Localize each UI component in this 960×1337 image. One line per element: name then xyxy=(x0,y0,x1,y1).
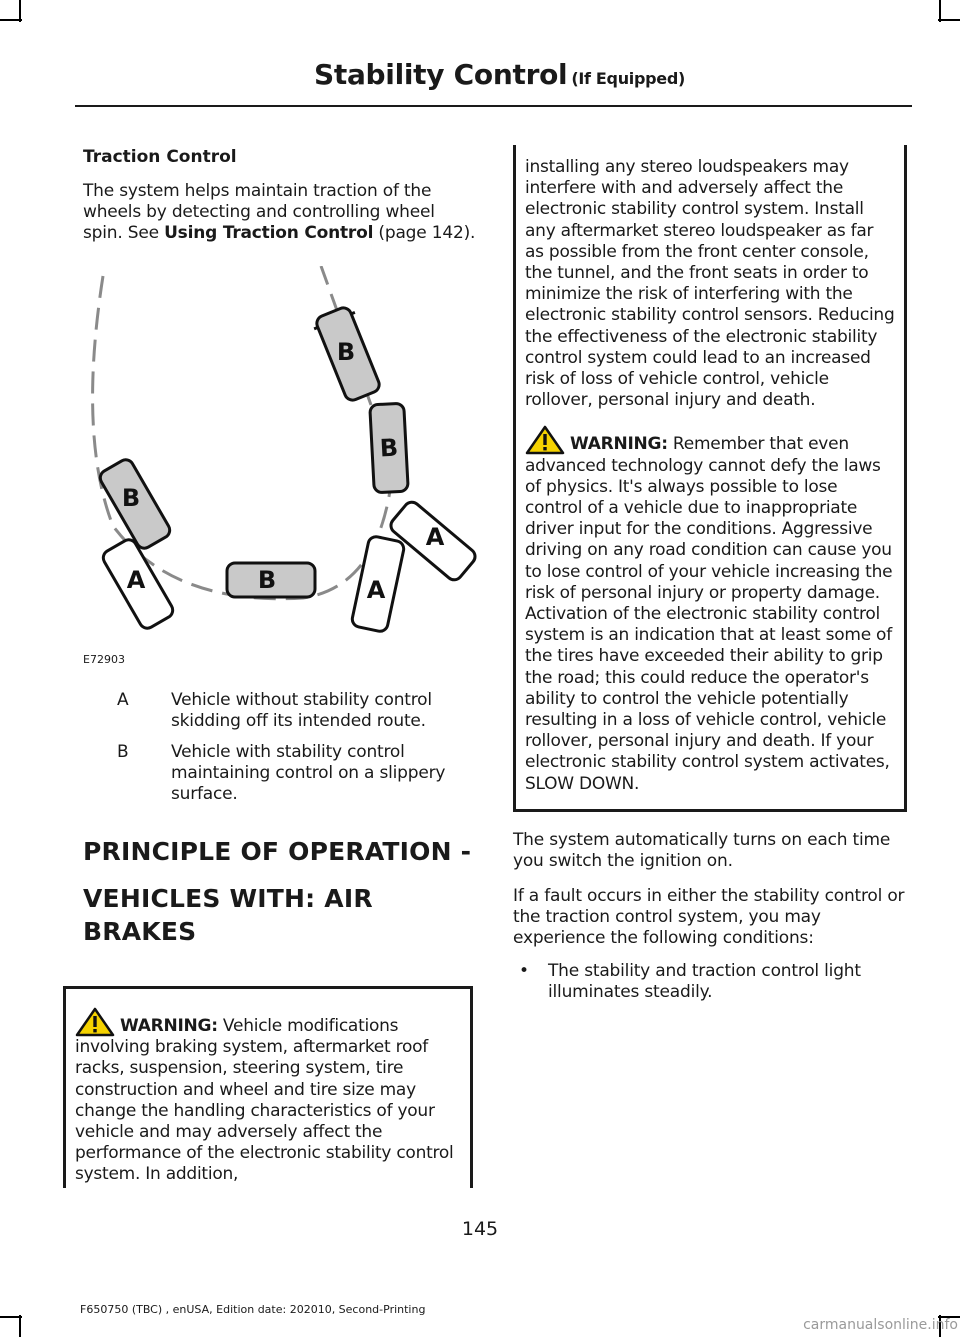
warning-label: WARNING: xyxy=(120,1016,218,1036)
paragraph-fault: If a fault occurs in either the stability control or the traction control system, you may experience the following conditions: xyxy=(513,885,905,948)
vehicle-a-right xyxy=(388,496,478,583)
legend-key: A xyxy=(117,690,129,710)
vehicle-label-b: B xyxy=(121,484,141,512)
intro-text-post: (page 142). xyxy=(373,223,476,243)
vehicle-b-right xyxy=(370,403,409,493)
vehicle-a-middle xyxy=(351,535,405,632)
page-title-main: Stability Control xyxy=(314,58,568,91)
section-heading xyxy=(83,835,478,948)
legend-text: Vehicle with stability control maintaining control on a slippery surface. xyxy=(171,742,446,804)
legend-key: B xyxy=(117,742,129,762)
intro-paragraph xyxy=(83,181,478,244)
warning-paragraph xyxy=(525,425,895,794)
bullet-text: The stability and traction control light illuminates steadily. xyxy=(548,960,861,1002)
watermark: carmanualsonline.info xyxy=(803,1317,958,1333)
page-number: 145 xyxy=(461,1218,499,1240)
vehicle-b-left xyxy=(97,457,172,551)
header-rule xyxy=(75,105,912,107)
crop-mark xyxy=(938,19,960,21)
vehicle-a-left xyxy=(100,537,175,631)
warning-triangle-icon xyxy=(75,1007,115,1037)
right-column xyxy=(513,147,908,1003)
vehicle-label-a: A xyxy=(126,566,146,594)
figure-code: E72903 xyxy=(83,653,125,666)
figure-illustration xyxy=(83,266,478,651)
bullet-marker: • xyxy=(519,960,529,981)
legend-text: Vehicle without stability control skidding off its intended route. xyxy=(171,690,432,731)
cross-reference-link[interactable]: Using Traction Control xyxy=(164,223,374,243)
vehicle-b-bottom xyxy=(227,563,315,597)
warning-label: WARNING: xyxy=(570,434,668,455)
warning-text: Remember that even advanced technology cannot defy the laws of physics. It's always possible to lose control of a vehicle due to inappropriate driver input for the conditions. Aggressive driving on any road condition can cause you to lose control of your vehicle increasing the risk of personal injury or property damage. Activation of the electronic stability control system is an indication that at least some of the tires have exceeded their ability to grip the road; this could reduce the operator's ability to control the vehicle potentially resulting in a loss of vehicle control, vehicle rollover, personal injury and death. If your electronic stability control system activates, SLOW DOWN. xyxy=(525,434,893,794)
crop-mark xyxy=(0,19,22,21)
warning-text: Vehicle modifications involving braking system, aftermarket roof racks, suspension, steering system, tire construction and wheel and tire size may change the handling characteristics of your vehicle and may adversely affect the performance of the electronic stability control system. In addition, xyxy=(75,1016,454,1185)
edition-info: F650750 (TBC) , enUSA, Edition date: 202010, Second-Printing xyxy=(80,1303,426,1316)
warning-box-continued xyxy=(513,145,907,812)
paragraph-auto-on: The system automatically turns on each time you switch the ignition on. xyxy=(513,829,891,871)
legend-item xyxy=(83,690,478,732)
vehicle-label-a: A xyxy=(425,523,445,551)
left-column xyxy=(75,147,478,1188)
figure-legend xyxy=(83,690,478,805)
page-title xyxy=(314,58,685,91)
vehicle-label-b: B xyxy=(257,566,277,594)
warning-box xyxy=(63,986,473,1188)
warning-triangle-icon xyxy=(525,425,565,455)
vehicle-label-b: B xyxy=(336,338,356,366)
warning-continued-text: installing any stereo loudspeakers may interfere with and adversely affect the electronic stability control system. Install any aftermarket stereo loudspeaker as far as possible from the front center console, the tunnel, and the front seats in order to minimize the risk of interfering with the electronic stability control sensors. Reducing the effectiveness of the electronic stability control system could lead to an increased risk of loss of vehicle control, vehicle rollover, personal injury and death. xyxy=(525,157,895,411)
section-heading-line: VEHICLES WITH: AIR BRAKES xyxy=(83,884,373,946)
vehicle-b-top xyxy=(311,304,386,404)
legend-item xyxy=(83,742,478,805)
vehicle-label-a: A xyxy=(366,576,386,604)
subheading-traction-control: Traction Control xyxy=(83,147,237,167)
crop-mark xyxy=(0,1316,22,1318)
bullet-item xyxy=(513,961,908,1003)
stability-control-figure xyxy=(83,266,478,676)
section-heading-line: PRINCIPLE OF OPERATION - xyxy=(83,837,472,866)
page-title-subtitle: (If Equipped) xyxy=(571,69,685,88)
vehicle-label-b: B xyxy=(379,433,399,463)
intro-text-pre: The system helps maintain traction of the wheels by detecting and controlling wheel spin. See xyxy=(83,181,435,243)
crop-mark xyxy=(19,1315,21,1337)
